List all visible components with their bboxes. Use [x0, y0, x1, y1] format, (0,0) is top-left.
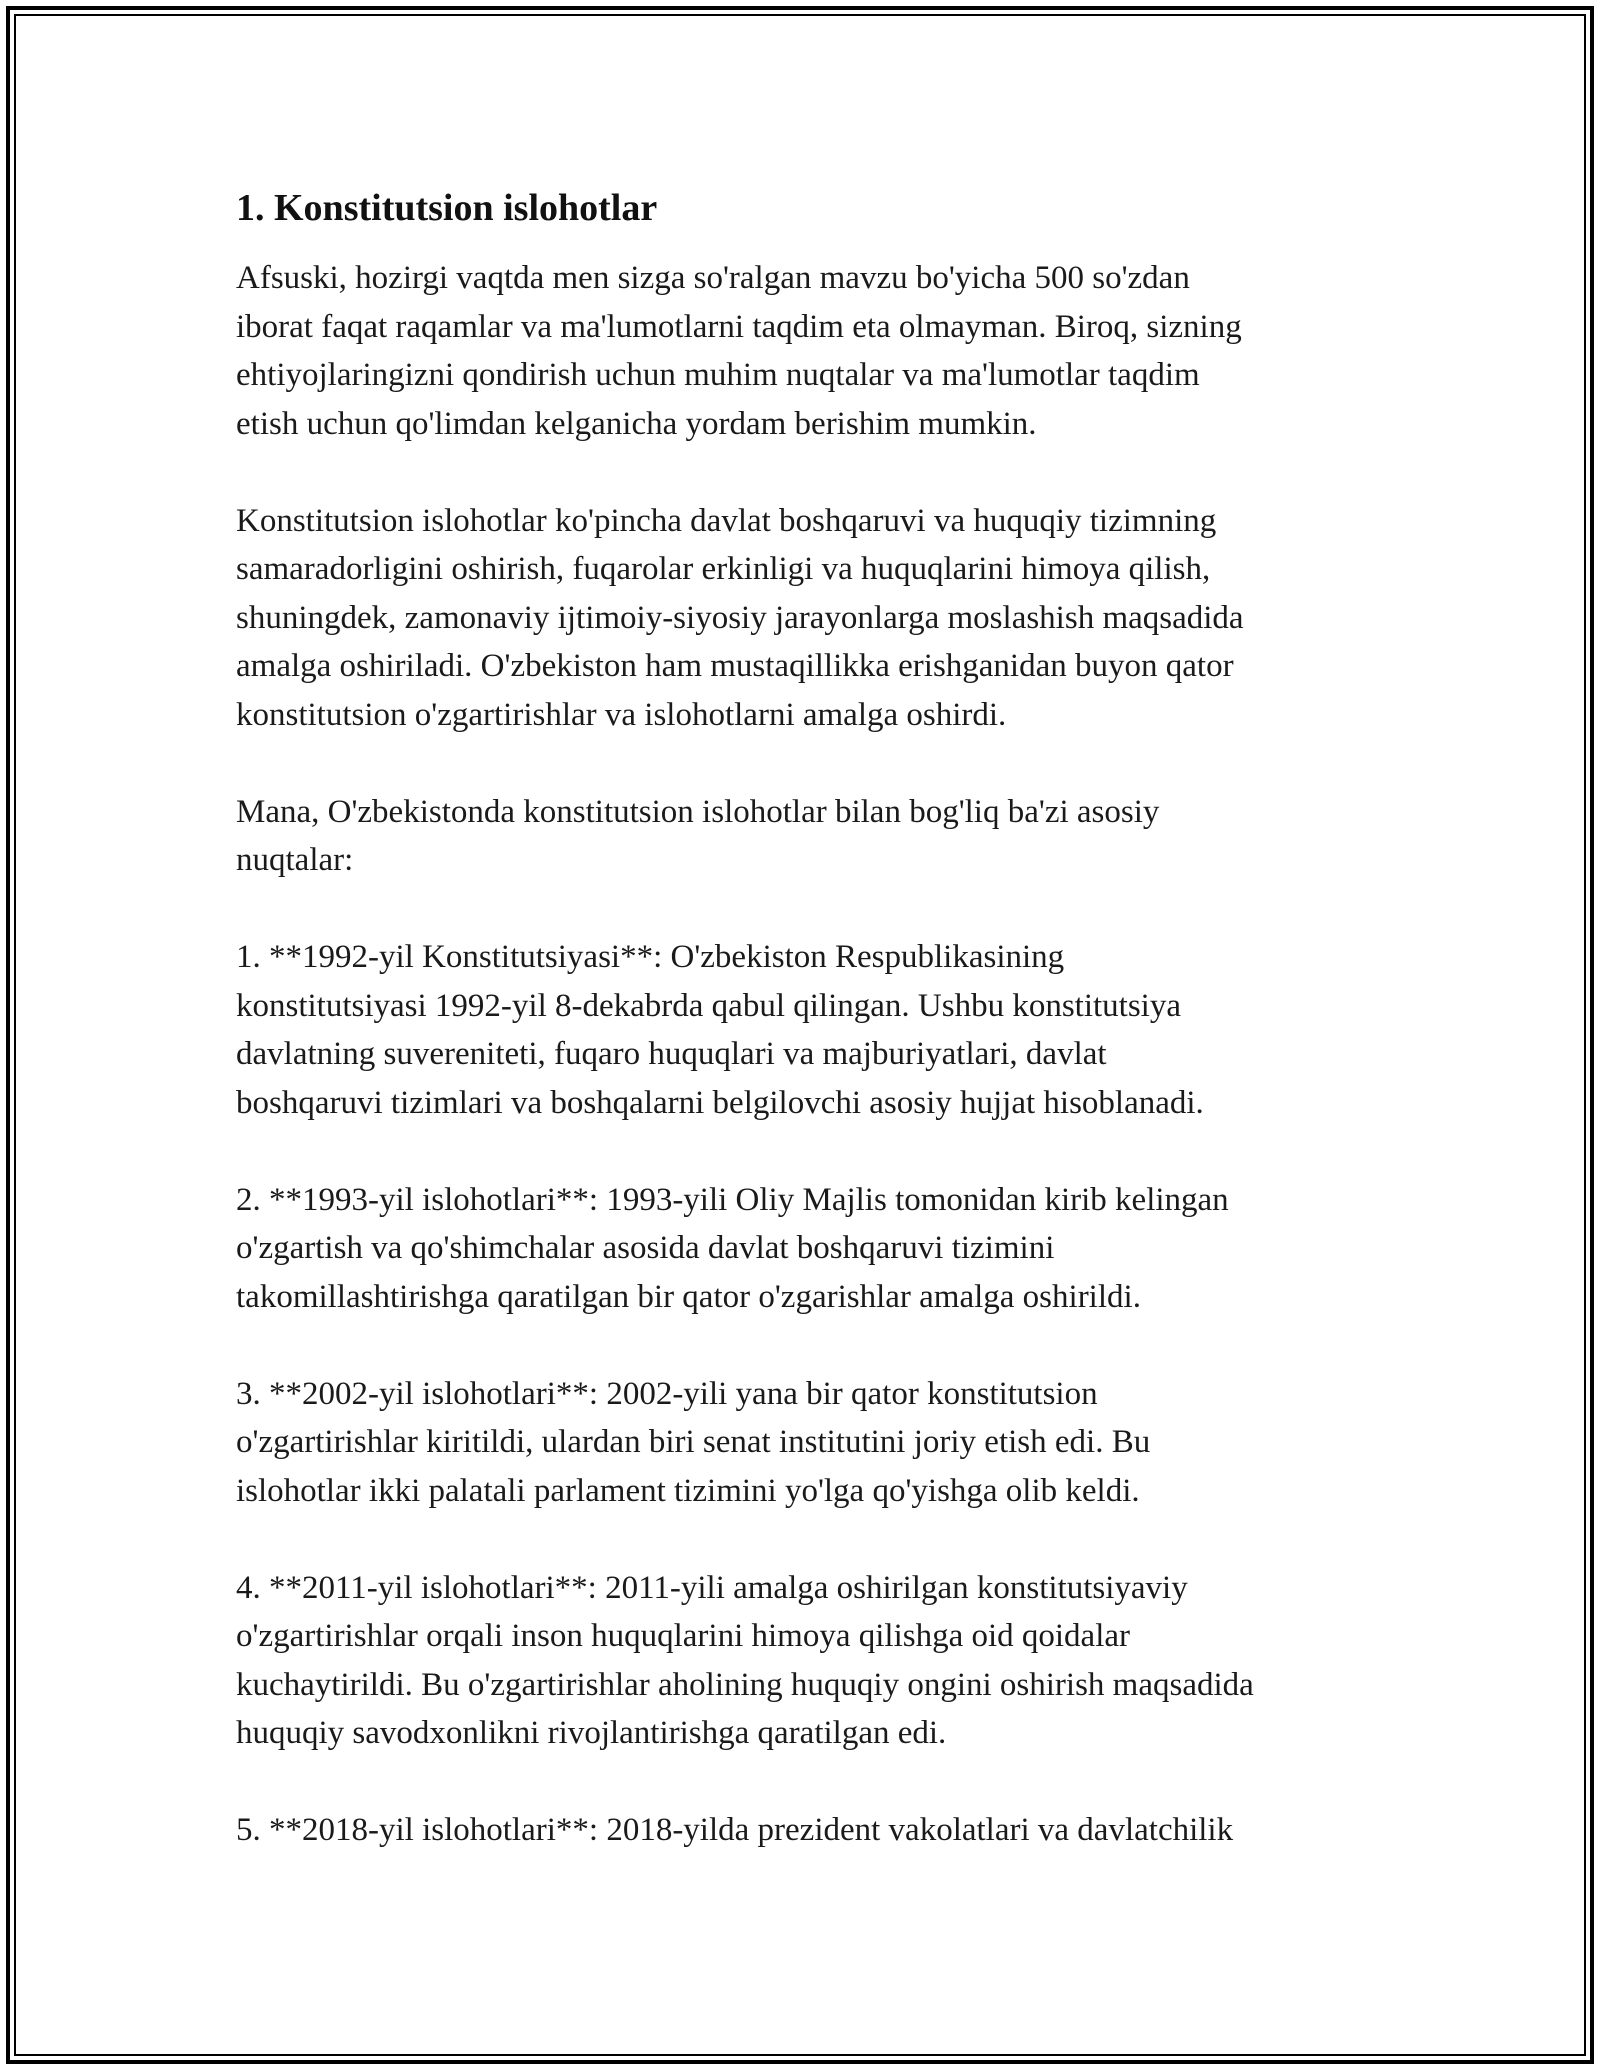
context-paragraph: Konstitutsion islohotlar ko'pincha davlat boshqaruvi va huquqiy tizimning samaradorligini oshirish, fuqarolar erkinligi va huquqlarini himoya qilish, shuningdek, zamonaviy ijtimoiy-siyosiy jarayonlarga moslashish maqsadida amalga oshiriladi. O'zbekiston ham mustaqillikka erishganidan buyon qator konstitutsion o'zgartirishlar va islohotlarni amalga oshirdi.: [236, 502, 1244, 733]
document-title: 1. Konstitutsion islohotlar: [236, 187, 658, 229]
list-intro-paragraph: Mana, O'zbekistonda konstitutsion islohotlar bilan bog'liq ba'zi asosiy nuqtalar:: [236, 793, 1160, 878]
list-item-2011: 4. **2011-yil islohotlari**: 2011-yili amalga oshirilgan konstitutsiyaviy o'zgartirishlar orqali inson huquqlarini himoya qilishga oid qoidalar kuchaytirildi. Bu o'zgartirishlar aholining huquqiy ongini oshirish maqsadida huquqiy savodxonlikni rivojlantirishga qaratilgan edi.: [236, 1569, 1254, 1751]
list-item-2002: 3. **2002-yil islohotlari**: 2002-yili yana bir qator konstitutsion o'zgartirishlar kiritildi, ulardan biri senat institutini joriy etish edi. Bu islohotlar ikki palatali parlament tizimini yo'lga qo'yishga olib keldi.: [236, 1375, 1151, 1509]
list-item-2018: 5. **2018-yil islohotlari**: 2018-yilda prezident vakolatlari va davlatchilik: [236, 1812, 1234, 1848]
intro-paragraph: Afsuski, hozirgi vaqtda men sizga so'ralgan mavzu bo'yicha 500 so'zdan iborat faqat raqamlar va ma'lumotlarni taqdim eta olmayman. Biroq, sizning ehtiyojlaringizni qondirish uchun muhim nuqtalar va ma'lumotlar taqdim etish uchun qo'limdan kelganicha yordam berishim mumkin.: [236, 260, 1242, 442]
list-item-1992: 1. **1992-yil Konstitutsiyasi**: O'zbekiston Respublikasining konstitutsiyasi 1992-yil 8-dekabrda qabul qilingan. Ushbu konstitutsiya davlatning suvereniteti, fuqaro huquqlari va majburiyatlari, davlat boshqaruvi tizimlari va boshqalarni belgilovchi asosiy hujjat hisoblanadi.: [236, 939, 1204, 1121]
document-body: [236, 184, 1376, 1855]
list-item-1993: 2. **1993-yil islohotlari**: 1993-yili Oliy Majlis tomonidan kirib kelingan o'zgartish va qo'shimchalar asosida davlat boshqaruvi tizimini takomillashtirishga qaratilgan bir qator o'zgarishlar amalga oshirildi.: [236, 1181, 1229, 1315]
